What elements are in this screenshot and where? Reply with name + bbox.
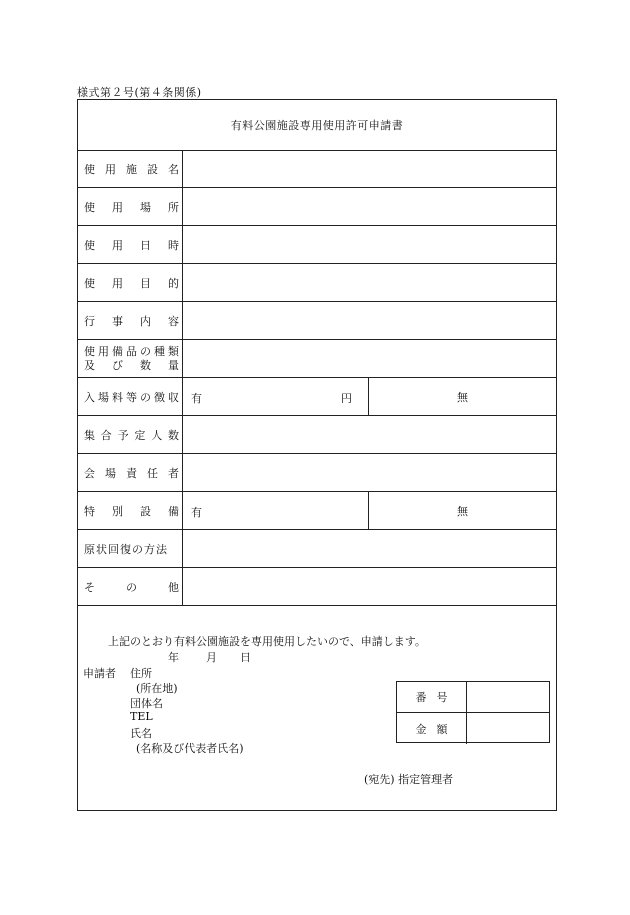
applicant-label: 申請者 xyxy=(83,667,116,680)
form-number-label: 様式第２号(第４条関係) xyxy=(77,86,202,99)
address-label: 住所 xyxy=(130,667,152,680)
row-equipment xyxy=(78,340,556,378)
amount-label: 金額 xyxy=(397,713,467,744)
label-equipment: 使 用 備 品 の 種 類 及 び 数 量 xyxy=(78,340,183,377)
row-special-equipment xyxy=(78,492,556,530)
office-number-row xyxy=(397,682,549,713)
field-venue-manager[interactable] xyxy=(183,454,556,491)
row-other xyxy=(78,568,556,606)
label-use-purpose: 使 用 目 的 xyxy=(78,264,183,301)
label-special-equipment: 特 別 設 備 xyxy=(78,492,183,529)
field-expected-attendance[interactable] xyxy=(183,416,556,453)
label-use-place: 使 用 場 所 xyxy=(78,188,183,225)
addressee-label: (宛先) 指定管理者 xyxy=(364,773,454,786)
option-no-label: 無 xyxy=(457,504,468,518)
field-use-place[interactable] xyxy=(183,188,556,225)
field-equipment[interactable] xyxy=(183,340,556,377)
row-venue-manager xyxy=(78,454,556,492)
name-label: 氏名 xyxy=(130,727,152,740)
field-use-datetime[interactable] xyxy=(183,226,556,263)
group-name-label: 団体名 xyxy=(130,697,163,710)
row-restoration-method xyxy=(78,530,556,568)
row-use-place xyxy=(78,188,556,226)
field-facility-name[interactable] xyxy=(183,150,556,187)
office-amount-row xyxy=(397,713,549,744)
row-facility-name xyxy=(78,150,556,188)
field-special-equipment-yes[interactable] xyxy=(183,492,369,529)
label-admission-fee: 入 場 料 等 の 徴 収 xyxy=(78,378,183,415)
option-yes-label: 有 xyxy=(191,506,202,519)
date-month[interactable]: 月 xyxy=(206,651,217,664)
row-use-purpose xyxy=(78,264,556,302)
field-special-equipment-no[interactable] xyxy=(369,492,556,529)
label-restoration-method: 原状回復の方法 xyxy=(78,530,183,567)
row-use-datetime xyxy=(78,226,556,264)
date-day[interactable]: 日 xyxy=(240,651,251,664)
field-admission-fee-yes[interactable] xyxy=(183,378,369,415)
option-yes-label: 有 xyxy=(191,392,202,405)
location-label: (所在地) xyxy=(136,682,178,695)
declaration-section xyxy=(78,605,556,810)
yen-unit-label: 円 xyxy=(341,392,352,405)
field-other[interactable] xyxy=(183,568,556,605)
field-restoration-method[interactable] xyxy=(183,530,556,567)
label-other: そ の 他 xyxy=(78,568,183,605)
application-form xyxy=(77,99,557,811)
number-label: 番号 xyxy=(397,682,467,712)
option-no-label: 無 xyxy=(457,390,468,404)
field-admission-fee-no[interactable] xyxy=(369,378,556,415)
label-use-datetime: 使 用 日 時 xyxy=(78,226,183,263)
row-expected-attendance xyxy=(78,416,556,454)
row-admission-fee xyxy=(78,378,556,416)
office-use-box xyxy=(396,681,550,743)
field-event-content[interactable] xyxy=(183,302,556,339)
label-venue-manager: 会 場 責 任 者 xyxy=(78,454,183,491)
declaration-statement: 上記のとおり有料公園施設を専用使用したいので、申請します。 xyxy=(108,635,426,648)
row-event-content xyxy=(78,302,556,340)
label-facility-name: 使 用 施 設 名 xyxy=(78,150,183,187)
form-title: 有料公園施設専用使用許可申請書 xyxy=(78,100,556,151)
name-note-label: (名称及び代表者氏名) xyxy=(136,742,244,755)
label-expected-attendance: 集 合 予 定 人 数 xyxy=(78,416,183,453)
field-use-purpose[interactable] xyxy=(183,264,556,301)
tel-label: TEL xyxy=(130,710,153,723)
label-event-content: 行 事 内 容 xyxy=(78,302,183,339)
date-year[interactable]: 年 xyxy=(168,651,179,664)
